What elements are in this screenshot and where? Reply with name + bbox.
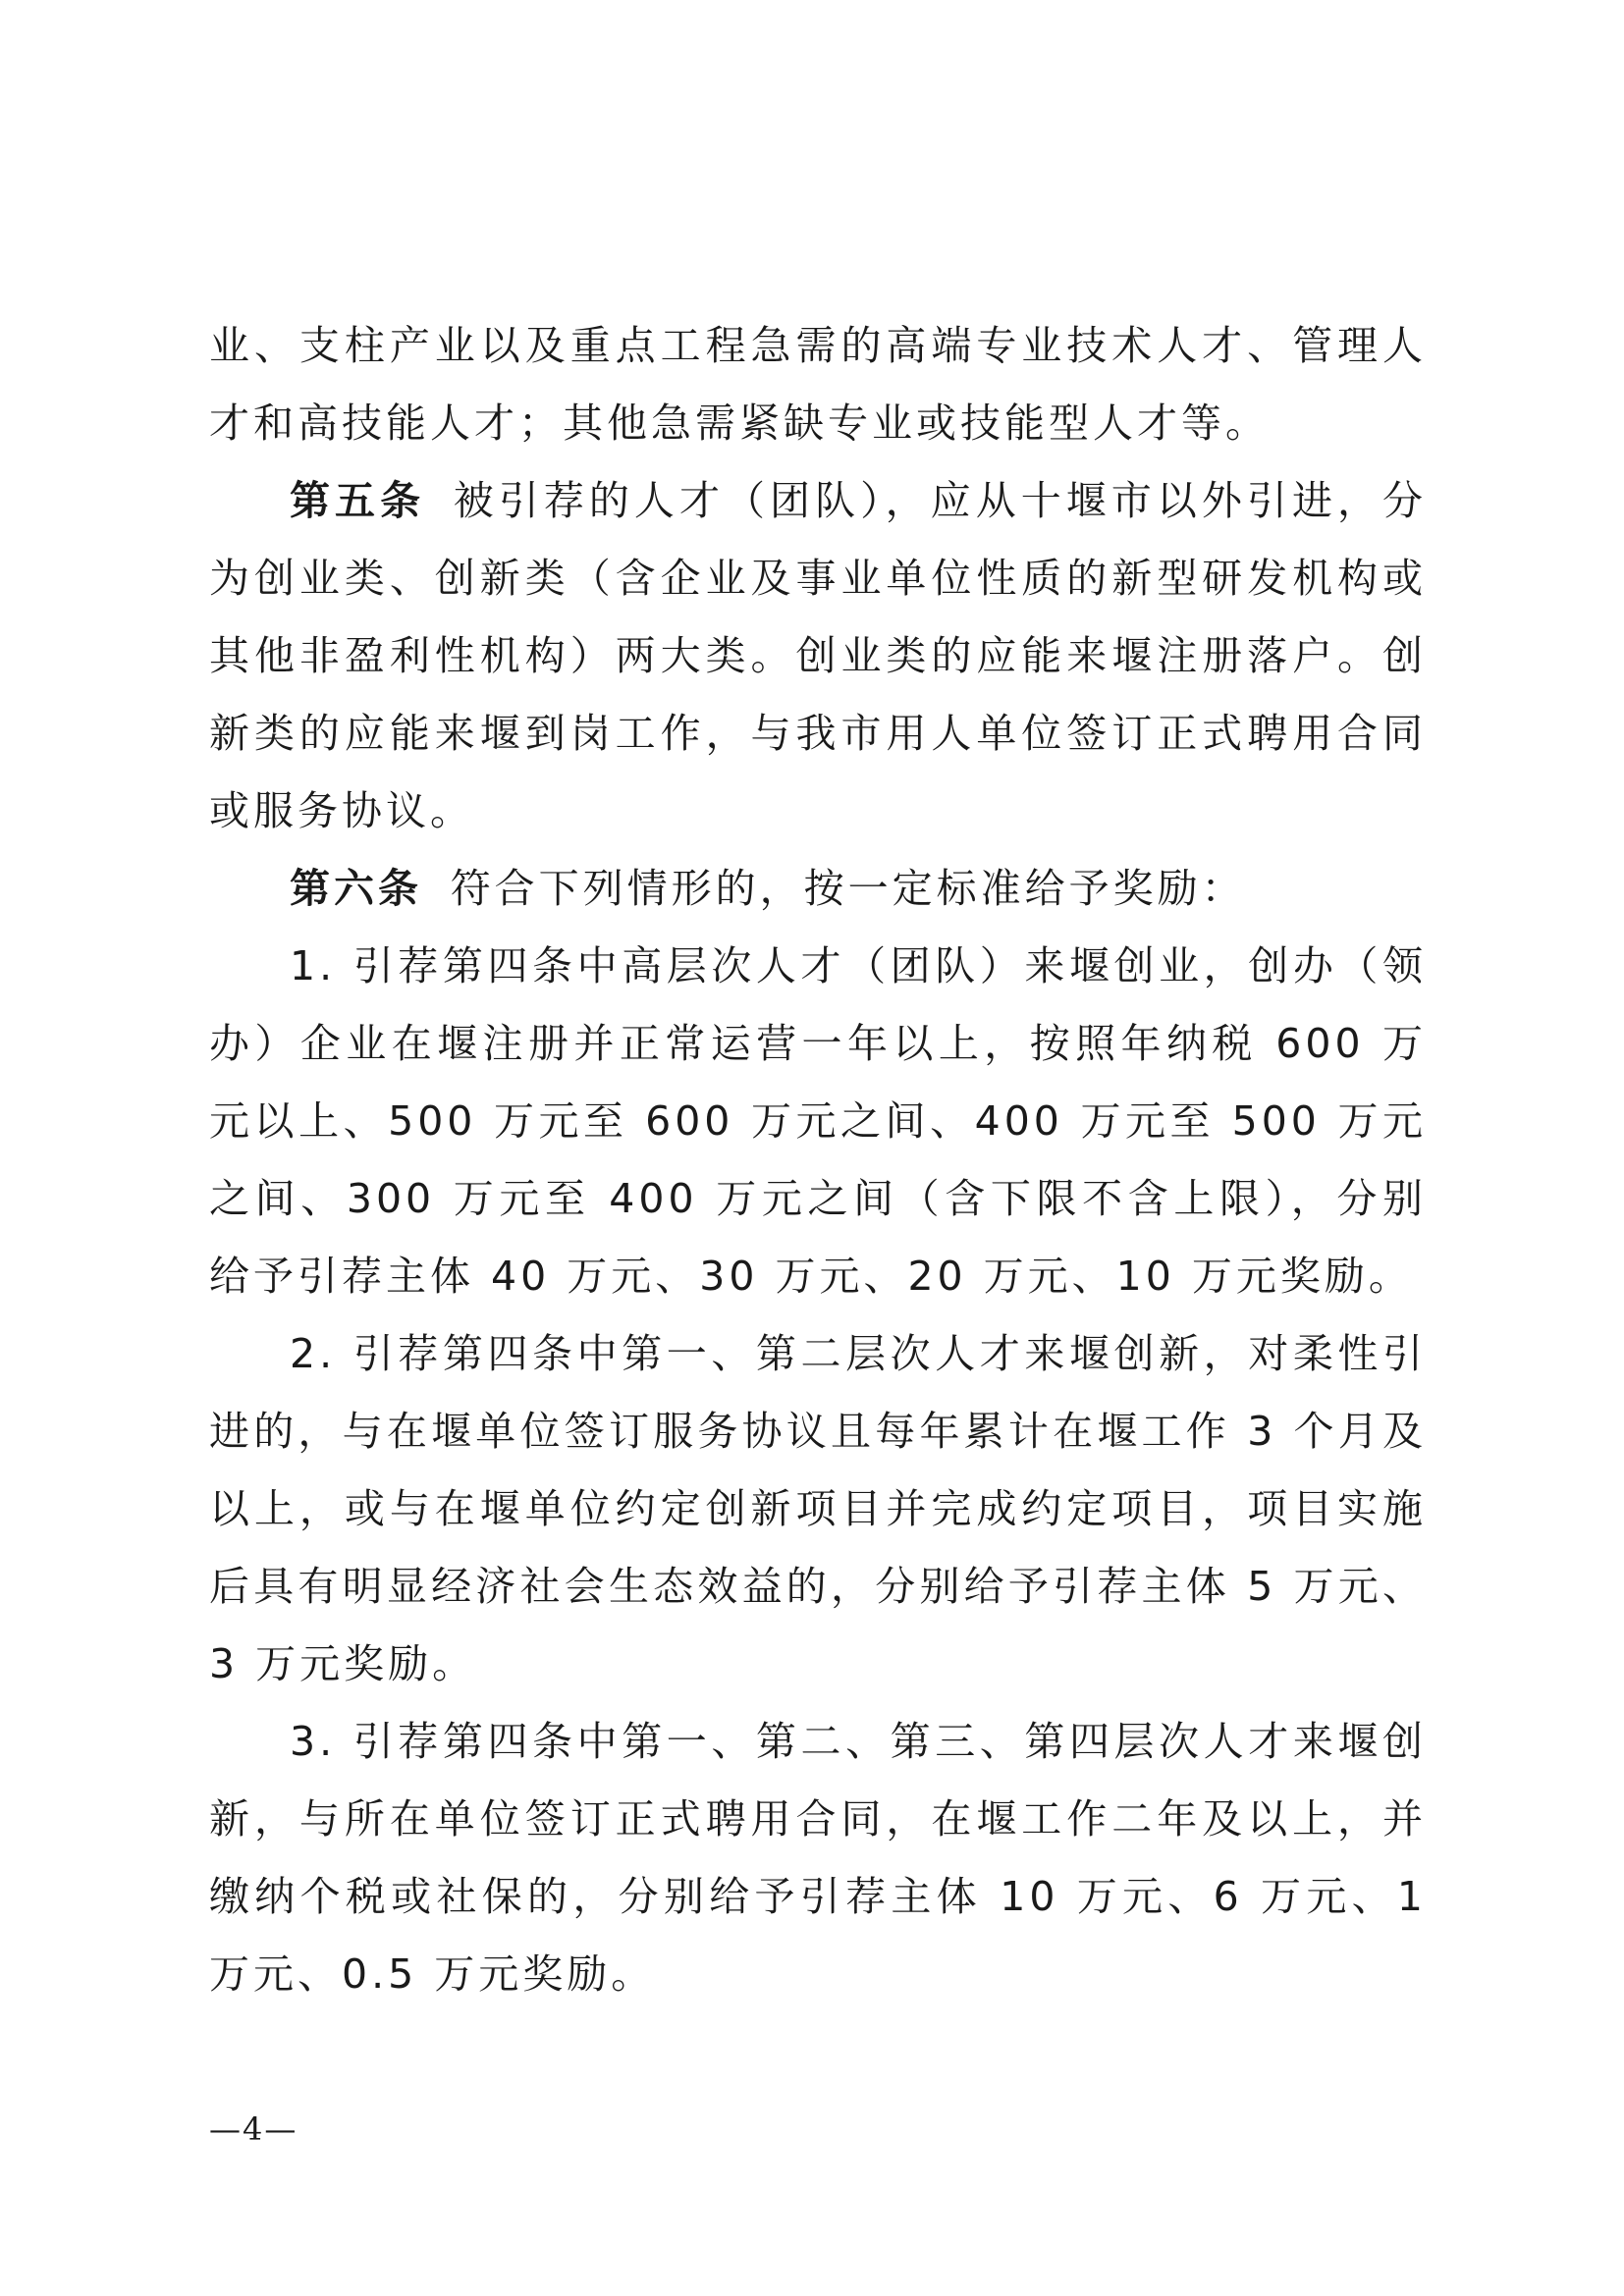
article-6-text: 符合下列情形的，按一定标准给予奖励：: [450, 865, 1246, 912]
page-number: —4—: [209, 2110, 298, 2148]
paragraph-continuation: 业、支柱产业以及重点工程急需的高端专业技术人才、管理人才和高技能人才；其他急需紧缺专业或技能型人才等。: [209, 322, 1427, 447]
article-6-item-3: 3. 引荐第四条中第一、第二、第三、第四层次人才来堰创新，与所在单位签订正式聘用合同，在堰工作二年及以上，并缴纳个税或社保的，分别给予引荐主体 10 万元、6 万元、1 万元、0.5 万元奖励。: [209, 1718, 1427, 1998]
article-5-label: 第五条: [290, 477, 426, 524]
article-5: [209, 462, 1427, 850]
article-6-item-2: 2. 引荐第四条中第一、第二层次人才来堰创新，对柔性引进的，与在堰单位签订服务协议且每年累计在堰工作 3 个月及以上，或与在堰单位约定创新项目并完成约定项目，项目实施后具有明显经济社会生态效益的，分别给予引荐主体 5 万元、3 万元奖励。: [209, 1330, 1427, 1687]
article-6-label: 第六条: [290, 865, 422, 912]
document-body: [209, 307, 1427, 2013]
article-6: [209, 850, 1427, 928]
article-6-item-1: 1. 引荐第四条中高层次人才（团队）来堰创业，创办（领办）企业在堰注册并正常运营一年以上，按照年纳税 600 万元以上、500 万元至 600 万元之间、400 万元至 500 万元之间、300 万元至 400 万元之间（含下限不含上限），分别给予引荐主体 40 万元、30 万元、20 万元、10 万元奖励。: [209, 942, 1427, 1300]
article-5-text: 被引荐的人才（团队），应从十堰市以外引进，分为创业类、创新类（含企业及事业单位性质的新型研发机构或其他非盈利性机构）两大类。创业类的应能来堰注册落户。创新类的应能来堰到岗工作，与我市用人单位签订正式聘用合同或服务协议。: [209, 477, 1428, 834]
